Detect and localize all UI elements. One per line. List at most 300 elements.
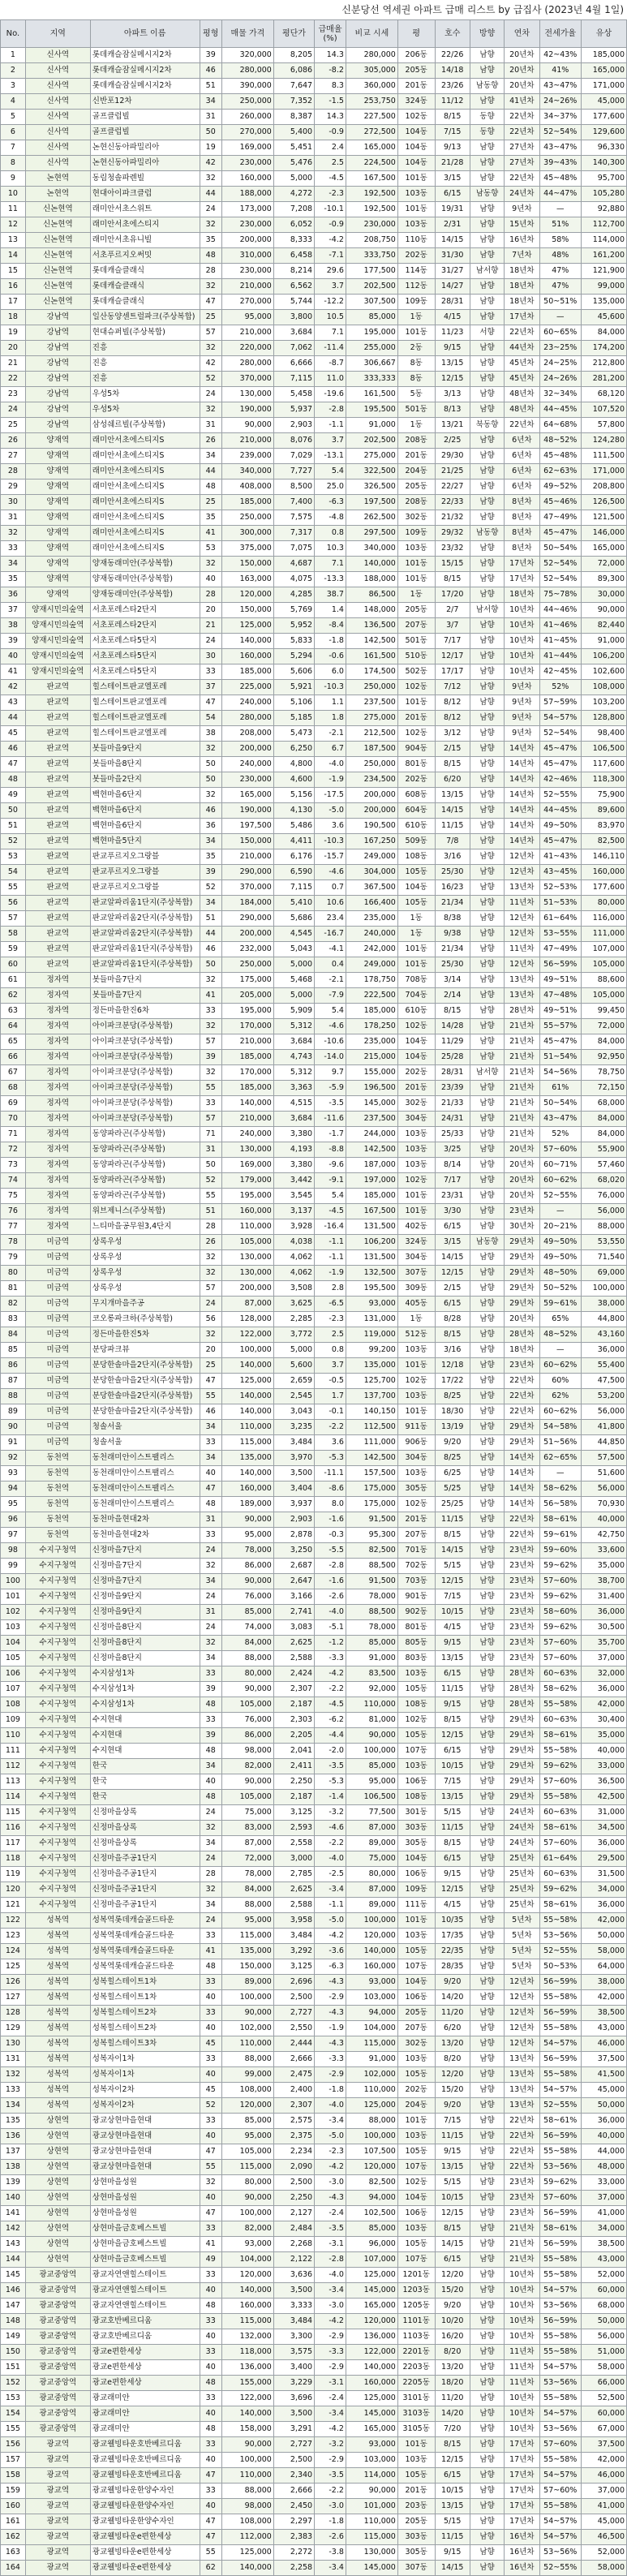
table-row: [1, 1142, 627, 1158]
row-estimate: 84,000: [581, 325, 626, 341]
row-building: 324동: [397, 1235, 435, 1250]
row-price-per-pyeong: 2,450: [273, 2499, 314, 2514]
row-price: 163,000: [221, 572, 273, 587]
row-pyeong: 31: [200, 1512, 221, 1528]
row-reference-price: 90,000: [346, 2484, 397, 2499]
row-apartment: 성복역롯데캐슬골드타운: [90, 1929, 200, 1944]
row-age: 29년차: [505, 1435, 539, 1451]
table-row: [1, 2391, 627, 2406]
row-direction: 남향: [470, 1158, 504, 1173]
row-floor: 13/15: [435, 2499, 470, 2514]
row-pyeong: 54: [200, 711, 221, 726]
row-apartment: 광교상현마을현대: [90, 2144, 200, 2160]
row-price: 310,000: [221, 248, 273, 264]
row-age: 15년차: [505, 217, 539, 233]
row-direction: 남향: [470, 1744, 504, 1759]
row-age: 45년차: [505, 372, 539, 387]
row-floor: 8/15: [435, 2221, 470, 2237]
row-number: 115: [1, 1805, 26, 1821]
row-discount-rate: 9.7: [315, 1065, 346, 1081]
row-number: 97: [1, 1528, 26, 1543]
row-building: 104동: [397, 1034, 435, 1050]
row-number: 129: [1, 2021, 26, 2036]
row-price-per-pyeong: 3,166: [273, 1589, 314, 1605]
row-age: 12년차: [505, 927, 539, 942]
row-price: 232,000: [221, 942, 273, 957]
row-number: 163: [1, 2545, 26, 2561]
row-area: 정자역: [25, 973, 90, 988]
row-area: 양재시민의숲역: [25, 618, 90, 634]
row-price: 128,000: [221, 1312, 273, 1327]
row-price: 88,000: [221, 1651, 273, 1666]
row-reference-price: 250,000: [346, 757, 397, 772]
row-reference-price: 95,000: [346, 1774, 397, 1790]
row-building: 305동: [397, 1836, 435, 1851]
row-age: 23년차: [505, 1589, 539, 1605]
row-area: 정자역: [25, 1034, 90, 1050]
row-area: 수지구청역: [25, 1605, 90, 1620]
row-direction: 남향: [470, 726, 504, 742]
row-number: 80: [1, 1266, 26, 1281]
row-number: 160: [1, 2499, 26, 2514]
row-reference-price: 145,000: [346, 1096, 397, 1112]
row-reference-price: 82,500: [346, 1543, 397, 1559]
row-jeonse-ratio: 59~62%: [539, 1759, 581, 1774]
row-jeonse-ratio: —: [539, 202, 581, 217]
row-number: 133: [1, 2083, 26, 2098]
row-discount-rate: -17.5: [315, 788, 346, 803]
row-direction: 남향: [470, 2422, 504, 2437]
row-estimate: 171,000: [581, 464, 626, 480]
row-discount-rate: -8.4: [315, 618, 346, 634]
row-discount-rate: -2.0: [315, 1744, 346, 1759]
row-age: 14년차: [505, 803, 539, 819]
row-building: 101동: [397, 171, 435, 187]
row-age: 30년차: [505, 1219, 539, 1235]
row-area: 광교중앙역: [25, 2422, 90, 2437]
row-area: 신논현역: [25, 233, 90, 248]
row-estimate: 57,460: [581, 1158, 626, 1173]
row-jeonse-ratio: 56~59%: [539, 957, 581, 973]
row-apartment: 광교웰빙타운호반베르디움: [90, 2468, 200, 2484]
row-reference-price: 240,000: [346, 927, 397, 942]
row-age: 22년차: [505, 171, 539, 187]
row-jeonse-ratio: 45~46%: [539, 495, 581, 510]
row-apartment: 동천래미안이스트팰리스: [90, 1466, 200, 1482]
row-estimate: 71,540: [581, 1250, 626, 1266]
row-price: 200,000: [221, 927, 273, 942]
row-floor: 2/14: [435, 988, 470, 1004]
table-row: [1, 572, 627, 587]
row-building: 101동: [397, 572, 435, 587]
row-reference-price: 110,000: [346, 1697, 397, 1713]
row-price: 197,500: [221, 819, 273, 834]
row-estimate: 112,700: [581, 217, 626, 233]
row-pyeong: 32: [200, 171, 221, 187]
row-pyeong: 33: [200, 1713, 221, 1728]
row-discount-rate: -3.5: [315, 2468, 346, 2484]
row-price-per-pyeong: 2,400: [273, 2083, 314, 2098]
row-area: 신논현역: [25, 295, 90, 310]
row-number: 39: [1, 634, 26, 649]
row-price: 102,000: [221, 2021, 273, 2036]
row-direction: 남향: [470, 1682, 504, 1697]
row-price-per-pyeong: 3,380: [273, 1158, 314, 1173]
row-pyeong: 33: [200, 2314, 221, 2329]
row-floor: 5/15: [435, 1559, 470, 1574]
row-pyeong: 35: [200, 510, 221, 526]
table-row: [1, 387, 627, 402]
row-age: 10년차: [505, 2314, 539, 2329]
row-floor: 25/25: [435, 1497, 470, 1512]
row-floor: 2/15: [435, 742, 470, 757]
row-number: 53: [1, 849, 26, 865]
row-floor: 8/28: [435, 1312, 470, 1327]
row-jeonse-ratio: 62%: [539, 1389, 581, 1404]
row-discount-rate: -1.8: [315, 634, 346, 649]
row-apartment: 동양파라곤(주상복합): [90, 1173, 200, 1189]
row-price: 250,000: [221, 957, 273, 973]
row-price-per-pyeong: 5,744: [273, 295, 314, 310]
row-number: 113: [1, 1774, 26, 1790]
row-apartment: 상록우성: [90, 1281, 200, 1297]
row-price-per-pyeong: 5,000: [273, 957, 314, 973]
row-price: 170,000: [221, 1065, 273, 1081]
row-reference-price: 90,000: [346, 1728, 397, 1744]
row-number: 112: [1, 1759, 26, 1774]
row-building: 101동: [397, 325, 435, 341]
row-price-per-pyeong: 2,250: [273, 2191, 314, 2206]
row-estimate: 34,000: [581, 1882, 626, 1898]
row-apartment: 신정마을주공1단지: [90, 1882, 200, 1898]
row-building: 510동: [397, 649, 435, 664]
row-price-per-pyeong: 2,272: [273, 2545, 314, 2561]
row-jeonse-ratio: 49~50%: [539, 1250, 581, 1266]
row-floor: 9/15: [435, 1867, 470, 1882]
row-number: 102: [1, 1605, 26, 1620]
row-jeonse-ratio: 42~45%: [539, 664, 581, 680]
row-floor: 11/15: [435, 819, 470, 834]
row-apartment: 골프클럽빌: [90, 125, 200, 140]
row-price-per-pyeong: 2,647: [273, 1574, 314, 1589]
row-number: 18: [1, 310, 26, 325]
row-number: 7: [1, 140, 26, 156]
row-floor: 14/15: [435, 2237, 470, 2252]
table-row: [1, 772, 627, 788]
row-building: 203동: [397, 2499, 435, 2514]
row-estimate: 69,000: [581, 1266, 626, 1281]
row-jeonse-ratio: 60~63%: [539, 1713, 581, 1728]
row-discount-rate: -5.9: [315, 1081, 346, 1096]
row-floor: 12/15: [435, 372, 470, 387]
row-floor: 11/15: [435, 2129, 470, 2144]
row-discount-rate: -0.6: [315, 649, 346, 664]
table-row: [1, 742, 627, 757]
row-jeonse-ratio: 59~62%: [539, 1589, 581, 1605]
row-number: 68: [1, 1081, 26, 1096]
row-number: 90: [1, 1420, 26, 1435]
row-reference-price: 237,500: [346, 1112, 397, 1127]
row-apartment: 위브제니스(주상복합): [90, 1204, 200, 1219]
row-estimate: 89,300: [581, 572, 626, 587]
row-building: 103동: [397, 2453, 435, 2468]
row-area: 광교역: [25, 2514, 90, 2530]
row-reference-price: 94,000: [346, 2191, 397, 2206]
table-row: [1, 695, 627, 711]
row-pyeong: 33: [200, 2114, 221, 2129]
row-price: 190,000: [221, 402, 273, 418]
row-discount-rate: -1.1: [315, 1898, 346, 1913]
row-price-per-pyeong: 5,000: [273, 988, 314, 1004]
row-apartment: 광교상현마을현대: [90, 2160, 200, 2175]
row-jeonse-ratio: 56~59%: [539, 1975, 581, 1990]
row-reference-price: 120,000: [346, 2160, 397, 2175]
row-price: 210,000: [221, 1112, 273, 1127]
table-row: [1, 341, 627, 356]
row-price-per-pyeong: 8,076: [273, 433, 314, 449]
row-jeonse-ratio: 48~52%: [539, 1327, 581, 1343]
row-number: 145: [1, 2268, 26, 2283]
row-estimate: 82,500: [581, 834, 626, 849]
row-direction: 남향: [470, 1482, 504, 1497]
row-reference-price: 165,000: [346, 2299, 397, 2314]
row-estimate: 32,000: [581, 1666, 626, 1682]
row-price: 175,000: [221, 973, 273, 988]
row-price: 105,000: [221, 1235, 273, 1250]
row-area: 수지구청역: [25, 1898, 90, 1913]
row-building: 114동: [397, 264, 435, 279]
row-jeonse-ratio: 57~60%: [539, 1636, 581, 1651]
row-building: 101동: [397, 557, 435, 572]
row-apartment: 코오롱파크하(주상복합): [90, 1312, 200, 1327]
row-price-per-pyeong: 5,043: [273, 942, 314, 957]
row-floor: 8/15: [435, 1004, 470, 1019]
row-discount-rate: -4.0: [315, 2268, 346, 2283]
row-price-per-pyeong: 3,545: [273, 1189, 314, 1204]
table-row: [1, 1096, 627, 1112]
row-area: 신사역: [25, 79, 90, 94]
row-reference-price: 87,000: [346, 1882, 397, 1898]
row-estimate: 161,200: [581, 248, 626, 264]
row-price: 210,000: [221, 279, 273, 295]
row-reference-price: 100,000: [346, 1913, 397, 1929]
row-reference-price: 107,500: [346, 2144, 397, 2160]
row-price: 158,000: [221, 2422, 273, 2437]
row-discount-rate: 6.7: [315, 742, 346, 757]
row-area: 성복역: [25, 2083, 90, 2098]
row-number: 84: [1, 1327, 26, 1343]
row-estimate: 108,000: [581, 680, 626, 695]
table-row: [1, 1975, 627, 1990]
row-discount-rate: -1.6: [315, 1574, 346, 1589]
row-direction: 남향: [470, 711, 504, 726]
row-price: 76,000: [221, 1713, 273, 1728]
row-price: 105,000: [221, 1697, 273, 1713]
row-apartment: 판교알파리움2단지(주상복합): [90, 911, 200, 927]
row-age: 17년차: [505, 2499, 539, 2514]
row-building: 302동: [397, 1096, 435, 1112]
row-jeonse-ratio: 54~57%: [539, 2283, 581, 2299]
row-direction: 남향: [470, 295, 504, 310]
row-direction: 남향: [470, 2067, 504, 2083]
row-number: 142: [1, 2221, 26, 2237]
row-pyeong: 40: [200, 2453, 221, 2468]
row-floor: 9/20: [435, 1435, 470, 1451]
row-reference-price: 187,500: [346, 742, 397, 757]
row-price-per-pyeong: 5,400: [273, 125, 314, 140]
row-price: 300,000: [221, 526, 273, 541]
row-number: 10: [1, 187, 26, 202]
row-pyeong: 52: [200, 1173, 221, 1189]
row-apartment: 아이파크분당(주상복합): [90, 1065, 200, 1081]
row-direction: 남향: [470, 1851, 504, 1867]
row-direction: 남향: [470, 2114, 504, 2129]
row-direction: 남향: [470, 572, 504, 587]
row-price: 140,000: [221, 1404, 273, 1420]
row-pyeong: 32: [200, 279, 221, 295]
row-jeonse-ratio: 52~55%: [539, 1189, 581, 1204]
row-direction: 남향: [470, 2175, 504, 2191]
row-pyeong: 55: [200, 1081, 221, 1096]
row-direction: 남향: [470, 1821, 504, 1836]
row-estimate: 68,000: [581, 2299, 626, 2314]
row-floor: 11/20: [435, 2391, 470, 2406]
row-jeonse-ratio: 62~65%: [539, 1451, 581, 1466]
row-floor: 8/15: [435, 1836, 470, 1851]
row-jeonse-ratio: 59~62%: [539, 1620, 581, 1636]
row-area: 상현역: [25, 2160, 90, 2175]
row-building: 101동: [397, 2437, 435, 2453]
row-reference-price: 307,500: [346, 295, 397, 310]
row-age: 44년차: [505, 341, 539, 356]
table-row: [1, 1482, 627, 1497]
row-discount-rate: -5.3: [315, 1774, 346, 1790]
row-price-per-pyeong: 2,575: [273, 2114, 314, 2129]
row-floor: 2/7: [435, 603, 470, 618]
row-number: 131: [1, 2052, 26, 2067]
row-estimate: 45,000: [581, 2083, 626, 2098]
row-discount-rate: -6.5: [315, 1297, 346, 1312]
table-row: [1, 1929, 627, 1944]
row-area: 광교역: [25, 2499, 90, 2514]
row-price: 230,000: [221, 217, 273, 233]
row-estimate: 126,500: [581, 495, 626, 510]
row-number: 4: [1, 94, 26, 110]
row-pyeong: 33: [200, 2437, 221, 2453]
row-price-per-pyeong: 5,606: [273, 664, 314, 680]
row-area: 양재시민의숲역: [25, 664, 90, 680]
row-age: 16년차: [505, 2545, 539, 2561]
row-area: 신논현역: [25, 217, 90, 233]
row-number: 146: [1, 2283, 26, 2299]
row-number: 119: [1, 1867, 26, 1882]
row-floor: 5/15: [435, 1805, 470, 1821]
row-floor: 12/20: [435, 2268, 470, 2283]
row-estimate: 42,750: [581, 1528, 626, 1543]
row-building: 103동: [397, 187, 435, 202]
row-price: 260,000: [221, 110, 273, 125]
row-reference-price: 103,000: [346, 2453, 397, 2468]
row-apartment: 봇들마을7단지: [90, 973, 200, 988]
row-jeonse-ratio: 51%: [539, 217, 581, 233]
table-row: [1, 1713, 627, 1728]
row-floor: 9/20: [435, 2299, 470, 2314]
row-number: 99: [1, 1559, 26, 1574]
row-building: 103동: [397, 541, 435, 557]
row-direction: 남향: [470, 1774, 504, 1790]
row-floor: 23/32: [435, 541, 470, 557]
row-apartment: 신정마을주공1단지: [90, 1898, 200, 1913]
row-age: 12년차: [505, 865, 539, 880]
row-age: 18년차: [505, 1343, 539, 1358]
row-pyeong: 32: [200, 402, 221, 418]
row-reference-price: 106,200: [346, 1235, 397, 1250]
row-area: 동천역: [25, 1482, 90, 1497]
row-apartment: 성복역롯데캐슬골드타운: [90, 1913, 200, 1929]
row-floor: 12/15: [435, 1728, 470, 1744]
row-jeonse-ratio: 55~58%: [539, 1913, 581, 1929]
row-floor: 31/30: [435, 248, 470, 264]
row-building: 2205동: [397, 2376, 435, 2391]
row-age: 27년차: [505, 156, 539, 171]
row-direction: 남향: [470, 2144, 504, 2160]
table-row: [1, 125, 627, 140]
row-floor: 12/17: [435, 649, 470, 664]
row-floor: 11/15: [435, 2530, 470, 2545]
row-estimate: 208,800: [581, 480, 626, 495]
row-discount-rate: -4.3: [315, 2036, 346, 2052]
row-discount-rate: 2.5: [315, 156, 346, 171]
row-apartment: 래미안서초에스티지S: [90, 526, 200, 541]
row-area: 동천역: [25, 1466, 90, 1482]
row-jeonse-ratio: 49~51%: [539, 1004, 581, 1019]
row-direction: 남향: [470, 1959, 504, 1975]
row-building: 509동: [397, 834, 435, 849]
row-age: 20년차: [505, 1312, 539, 1327]
row-pyeong: 33: [200, 2391, 221, 2406]
row-direction: 남향: [470, 742, 504, 757]
row-discount-rate: 0.7: [315, 880, 346, 896]
row-floor: 28/31: [435, 1065, 470, 1081]
row-discount-rate: -5.0: [315, 2129, 346, 2144]
row-price: 80,000: [221, 1666, 273, 1682]
row-building: 103동: [397, 1666, 435, 1682]
row-pyeong: 28: [200, 1867, 221, 1882]
row-estimate: 43,000: [581, 2021, 626, 2036]
row-pyeong: 71: [200, 1127, 221, 1142]
row-estimate: 57,800: [581, 418, 626, 433]
row-pyeong: 52: [200, 880, 221, 896]
row-reference-price: 275,000: [346, 449, 397, 464]
row-building: 109동: [397, 1882, 435, 1898]
row-reference-price: 125,700: [346, 1374, 397, 1389]
row-direction: 남향: [470, 2221, 504, 2237]
row-direction: 남향: [470, 2268, 504, 2283]
row-area: 판교역: [25, 757, 90, 772]
row-building: 902동: [397, 1605, 435, 1620]
row-direction: 남향: [470, 880, 504, 896]
row-area: 수지구청역: [25, 1574, 90, 1589]
row-price: 210,000: [221, 433, 273, 449]
row-price-per-pyeong: 2,625: [273, 1882, 314, 1898]
row-reference-price: 297,500: [346, 526, 397, 541]
row-age: 14년차: [505, 1497, 539, 1512]
row-floor: 18/20: [435, 2376, 470, 2391]
table-row: [1, 2114, 627, 2129]
row-age: 23년차: [505, 2206, 539, 2221]
row-number: 3: [1, 79, 26, 94]
row-direction: 남향: [470, 1266, 504, 1281]
